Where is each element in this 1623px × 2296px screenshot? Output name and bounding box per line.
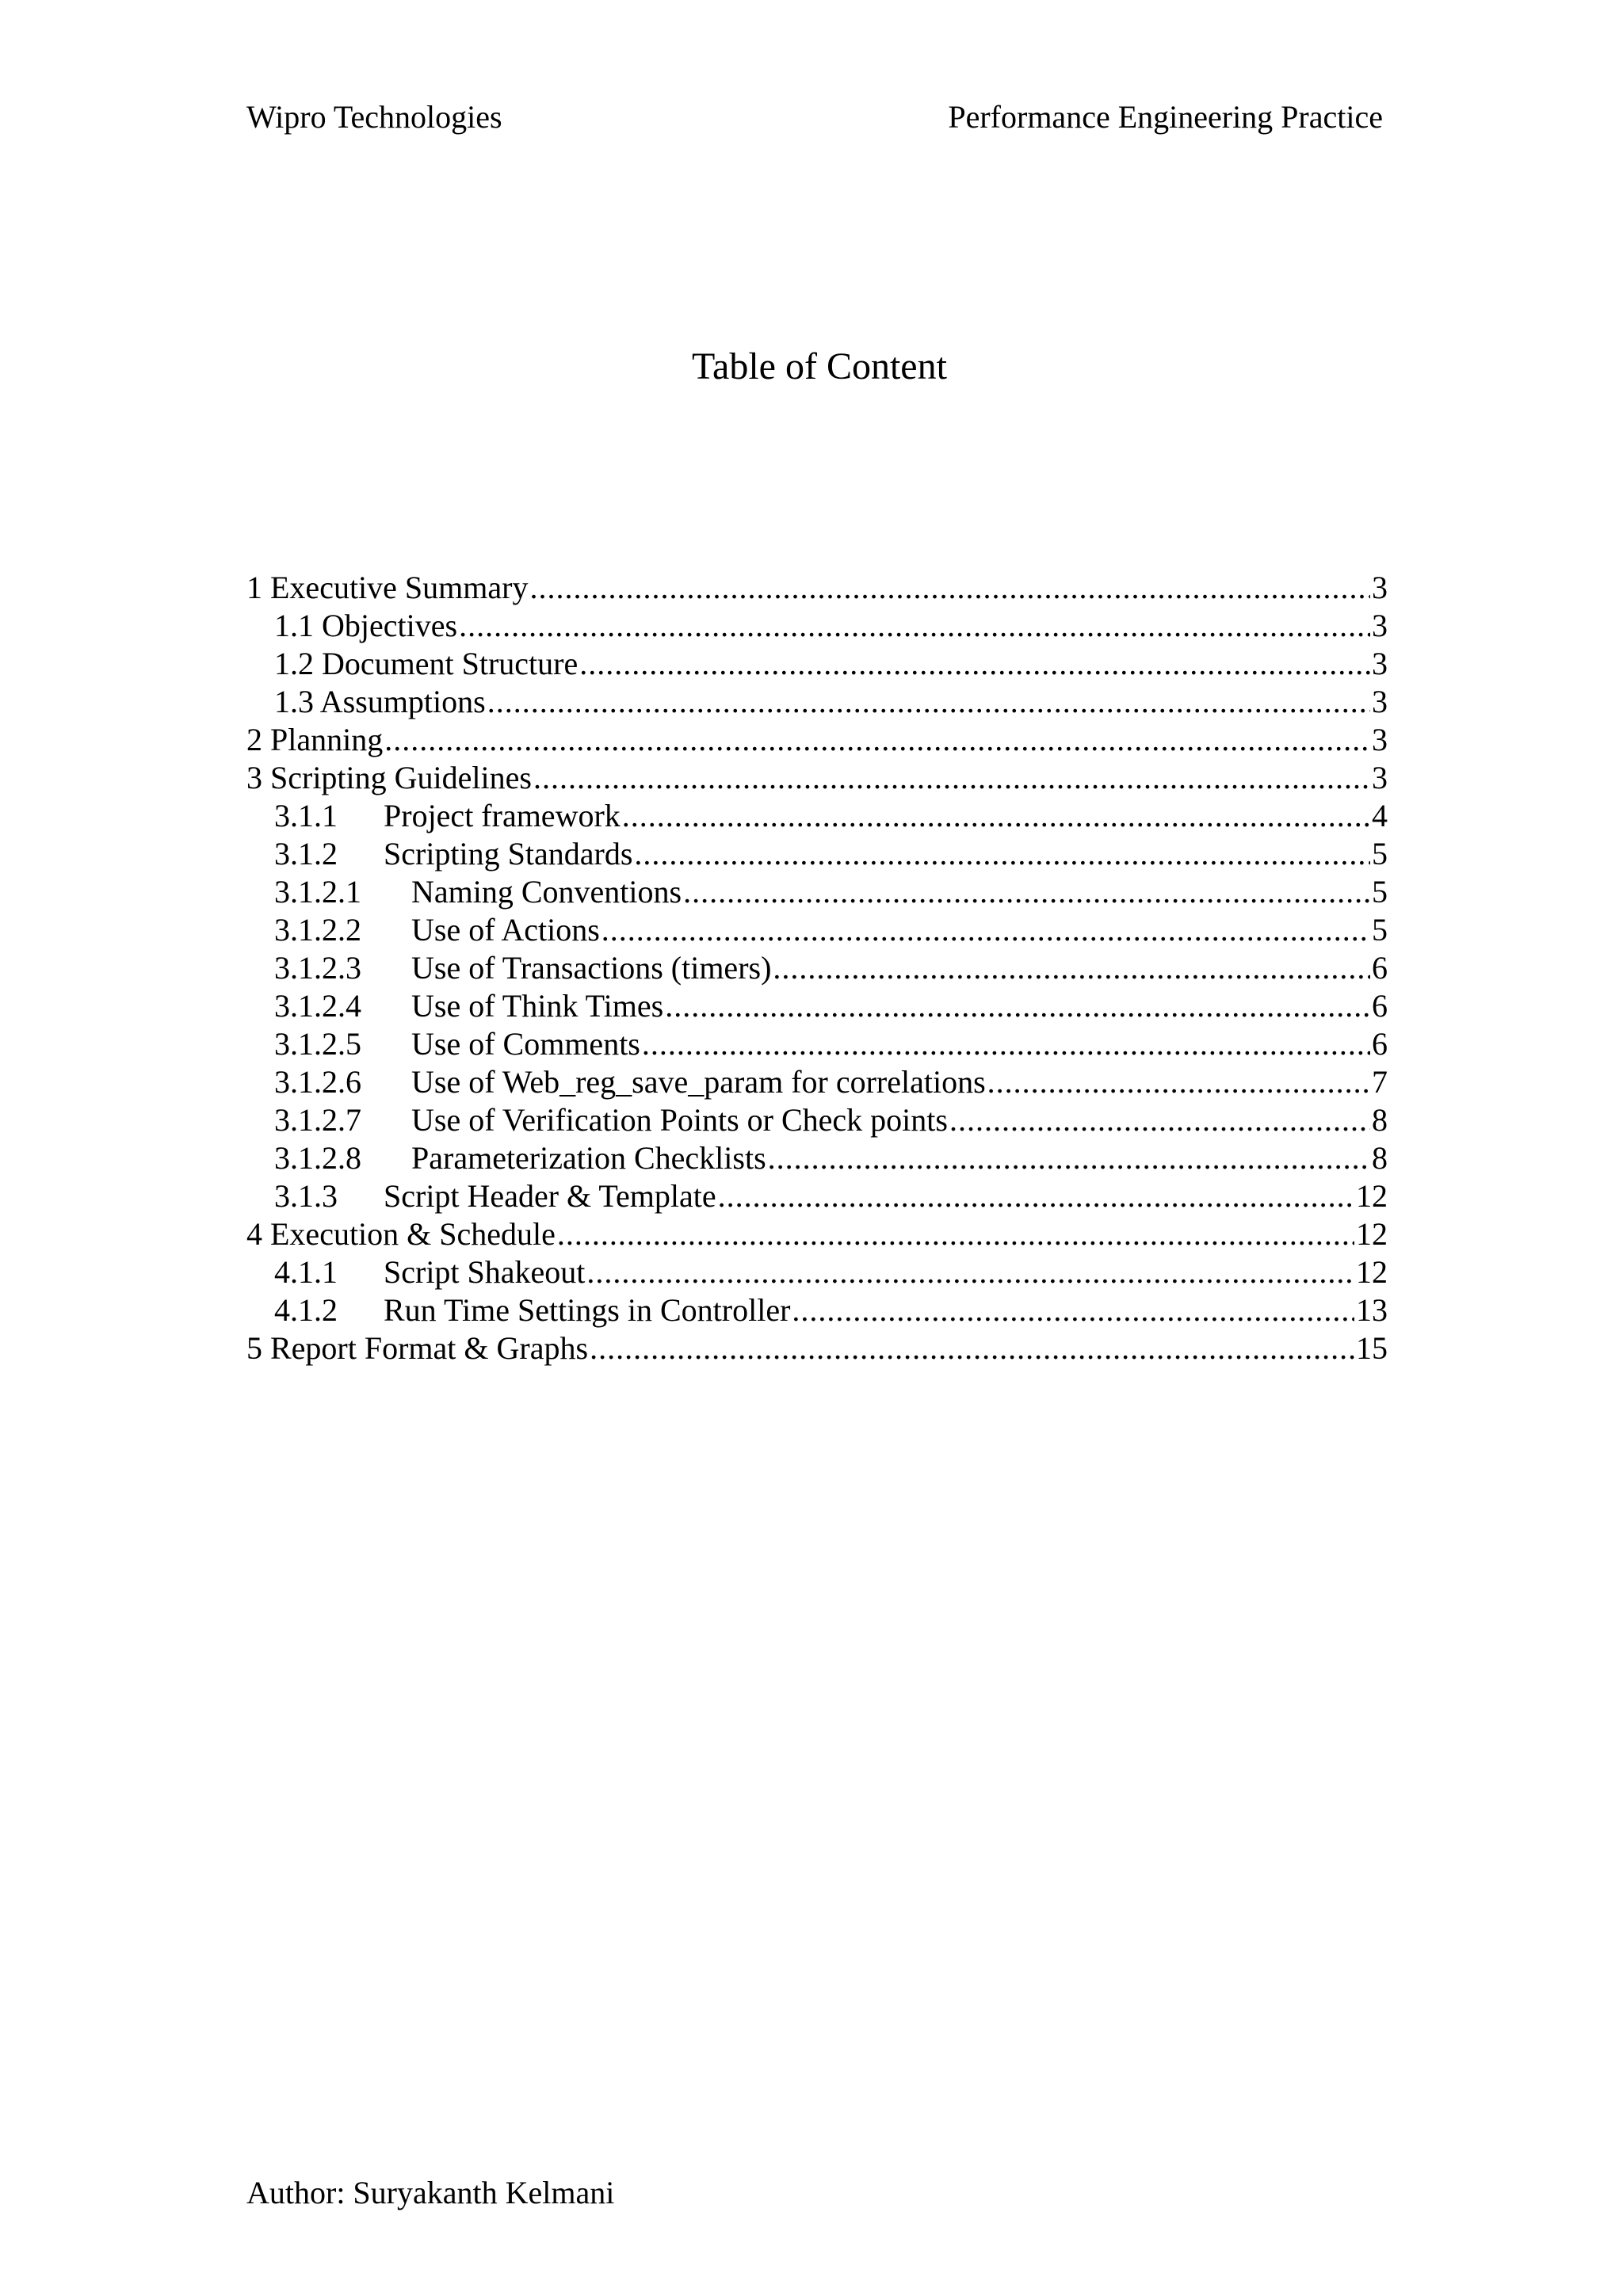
toc-page-number: 13 [1356,1292,1388,1328]
toc-dot-leader [384,721,1370,759]
toc-entry-number: 3.1.2.2 [274,912,361,948]
toc-page-number: 3 [1372,760,1388,795]
toc-dot-leader [586,1253,1354,1291]
toc-entry[interactable] [246,1177,1388,1215]
toc-page-number: 5 [1372,836,1388,871]
toc-page-number: 15 [1356,1330,1388,1366]
toc-dot-leader [642,1025,1370,1063]
toc-entry-number: 3.1.2.6 [274,1064,361,1100]
toc-entry-text: Objectives [322,608,458,643]
toc-page-number: 12 [1356,1178,1388,1214]
toc-entry-label [274,683,486,721]
toc-dot-leader [590,1329,1354,1367]
toc-entry-number: 3.1.2.3 [274,950,361,986]
toc-page-number: 12 [1356,1216,1388,1252]
toc-entry[interactable] [246,1101,1388,1139]
toc-entry-text: Script Shakeout [384,1254,586,1290]
toc-entry-number: 1.3 [274,684,314,719]
table-of-contents [246,569,1388,1367]
toc-page-number: 6 [1372,1026,1388,1062]
toc-entry[interactable] [246,1291,1388,1329]
toc-entry[interactable] [246,911,1388,949]
toc-entry[interactable] [246,607,1388,645]
toc-page-number: 5 [1372,874,1388,910]
toc-page-number: 7 [1372,1064,1388,1100]
toc-entry-number: 3.1.2.1 [274,874,361,910]
toc-entry-text: Scripting Standards [384,836,633,871]
toc-entry[interactable] [246,683,1388,721]
toc-entry-label [274,797,621,835]
toc-entry-text: Project framework [384,798,621,833]
toc-entry-number: 3.1.2 [274,836,338,871]
toc-entry[interactable] [246,987,1388,1025]
toc-entry-label [246,721,383,759]
toc-entry-label [274,1253,585,1291]
toc-entry-label [246,759,532,797]
toc-entry-label [274,987,663,1025]
toc-page-number: 8 [1372,1140,1388,1176]
toc-entry-text: Report Format & Graphs [270,1330,589,1366]
toc-entry-label [274,1025,640,1063]
toc-entry-number: 4.1.1 [274,1254,338,1290]
toc-dot-leader [529,569,1370,607]
toc-entry-label [274,949,771,987]
toc-entry-number: 2 [246,722,262,757]
toc-dot-leader [634,835,1370,873]
toc-entry-text: Script Header & Template [384,1178,716,1214]
toc-entry[interactable] [246,873,1388,911]
toc-page-number: 3 [1372,646,1388,681]
toc-page-number: 12 [1356,1254,1388,1290]
toc-page-number: 3 [1372,684,1388,719]
toc-dot-leader [557,1215,1354,1253]
toc-dot-leader [459,607,1370,645]
toc-entry-text: Use of Web_reg_save_param for correlations [411,1064,986,1100]
author-line: Author: Suryakanth Kelmani [246,2175,615,2210]
toc-page-number: 3 [1372,608,1388,643]
toc-page-number: 4 [1372,798,1388,833]
toc-entry-text: Use of Actions [411,912,600,948]
toc-dot-leader [665,987,1370,1025]
toc-entry[interactable] [246,949,1388,987]
toc-entry-text: Parameterization Checklists [411,1140,766,1176]
toc-entry[interactable] [246,1329,1388,1367]
toc-entry[interactable] [246,835,1388,873]
toc-dot-leader [622,797,1370,835]
toc-entry-text: Run Time Settings in Controller [384,1292,791,1328]
toc-entry-number: 3 [246,760,262,795]
toc-entry-label [274,911,600,949]
toc-entry[interactable] [246,1063,1388,1101]
toc-entry-label [274,1139,766,1177]
toc-entry-text: Executive Summary [270,570,529,605]
toc-entry[interactable] [246,797,1388,835]
toc-entry-text: Assumptions [319,684,486,719]
toc-entry-label [274,645,578,683]
toc-entry-number: 3.1.2.5 [274,1026,361,1062]
toc-entry-label [274,607,457,645]
toc-entry-number: 3.1.2.4 [274,988,361,1024]
toc-dot-leader [949,1101,1370,1139]
toc-entry-label [246,1329,588,1367]
toc-entry-text: Naming Conventions [411,874,682,910]
toc-entry-number: 3.1.1 [274,798,338,833]
toc-page-number: 6 [1372,950,1388,986]
toc-entry-number: 3.1.3 [274,1178,338,1214]
toc-entry-label [274,1177,716,1215]
toc-entry-text: Execution & Schedule [270,1216,556,1252]
toc-entry[interactable] [246,645,1388,683]
toc-page-number: 3 [1372,570,1388,605]
toc-entry-label [246,1215,556,1253]
toc-entry-text: Use of Transactions (timers) [411,950,772,986]
toc-entry-label [274,835,632,873]
toc-entry[interactable] [246,1025,1388,1063]
toc-entry-number: 4.1.2 [274,1292,338,1328]
toc-entry[interactable] [246,721,1388,759]
toc-entry-number: 1.1 [274,608,314,643]
toc-entry-text: Document Structure [322,646,579,681]
toc-page-number: 5 [1372,912,1388,948]
toc-entry-number: 1.2 [274,646,314,681]
toc-dot-leader [792,1291,1354,1329]
page-header [246,93,1383,141]
toc-dot-leader [683,873,1370,911]
toc-entry-number: 5 [246,1330,262,1366]
toc-entry-text: Scripting Guidelines [270,760,532,795]
toc-dot-leader [487,683,1370,721]
toc-entry-label [274,873,682,911]
toc-entry[interactable] [246,759,1388,797]
toc-dot-leader [718,1177,1354,1215]
toc-page-number: 3 [1372,722,1388,757]
company-name: Wipro Technologies [246,99,502,135]
practice-name: Performance Engineering Practice [948,99,1383,135]
toc-entry-label [274,1101,948,1139]
toc-entry-number: 1 [246,570,262,605]
toc-dot-leader [601,911,1370,949]
page-title: Table of Content [692,345,947,387]
toc-entry-label [274,1063,986,1101]
toc-dot-leader [987,1063,1370,1101]
toc-page-number: 6 [1372,988,1388,1024]
toc-entry[interactable] [246,1253,1388,1291]
toc-dot-leader [533,759,1370,797]
toc-entry-number: 4 [246,1216,262,1252]
toc-dot-leader [768,1139,1370,1177]
toc-page-number: 8 [1372,1102,1388,1138]
toc-dot-leader [579,645,1370,683]
toc-entry-number: 3.1.2.8 [274,1140,361,1176]
toc-entry-number: 3.1.2.7 [274,1102,361,1138]
toc-dot-leader [773,949,1370,987]
toc-entry-text: Use of Comments [411,1026,640,1062]
toc-entry[interactable] [246,569,1388,607]
toc-entry[interactable] [246,1139,1388,1177]
toc-entry-text: Use of Think Times [411,988,664,1024]
toc-entry[interactable] [246,1215,1388,1253]
toc-entry-label [246,569,528,607]
toc-entry-text: Planning [270,722,384,757]
toc-entry-text: Use of Verification Points or Check points [411,1102,948,1138]
toc-entry-label [274,1291,790,1329]
